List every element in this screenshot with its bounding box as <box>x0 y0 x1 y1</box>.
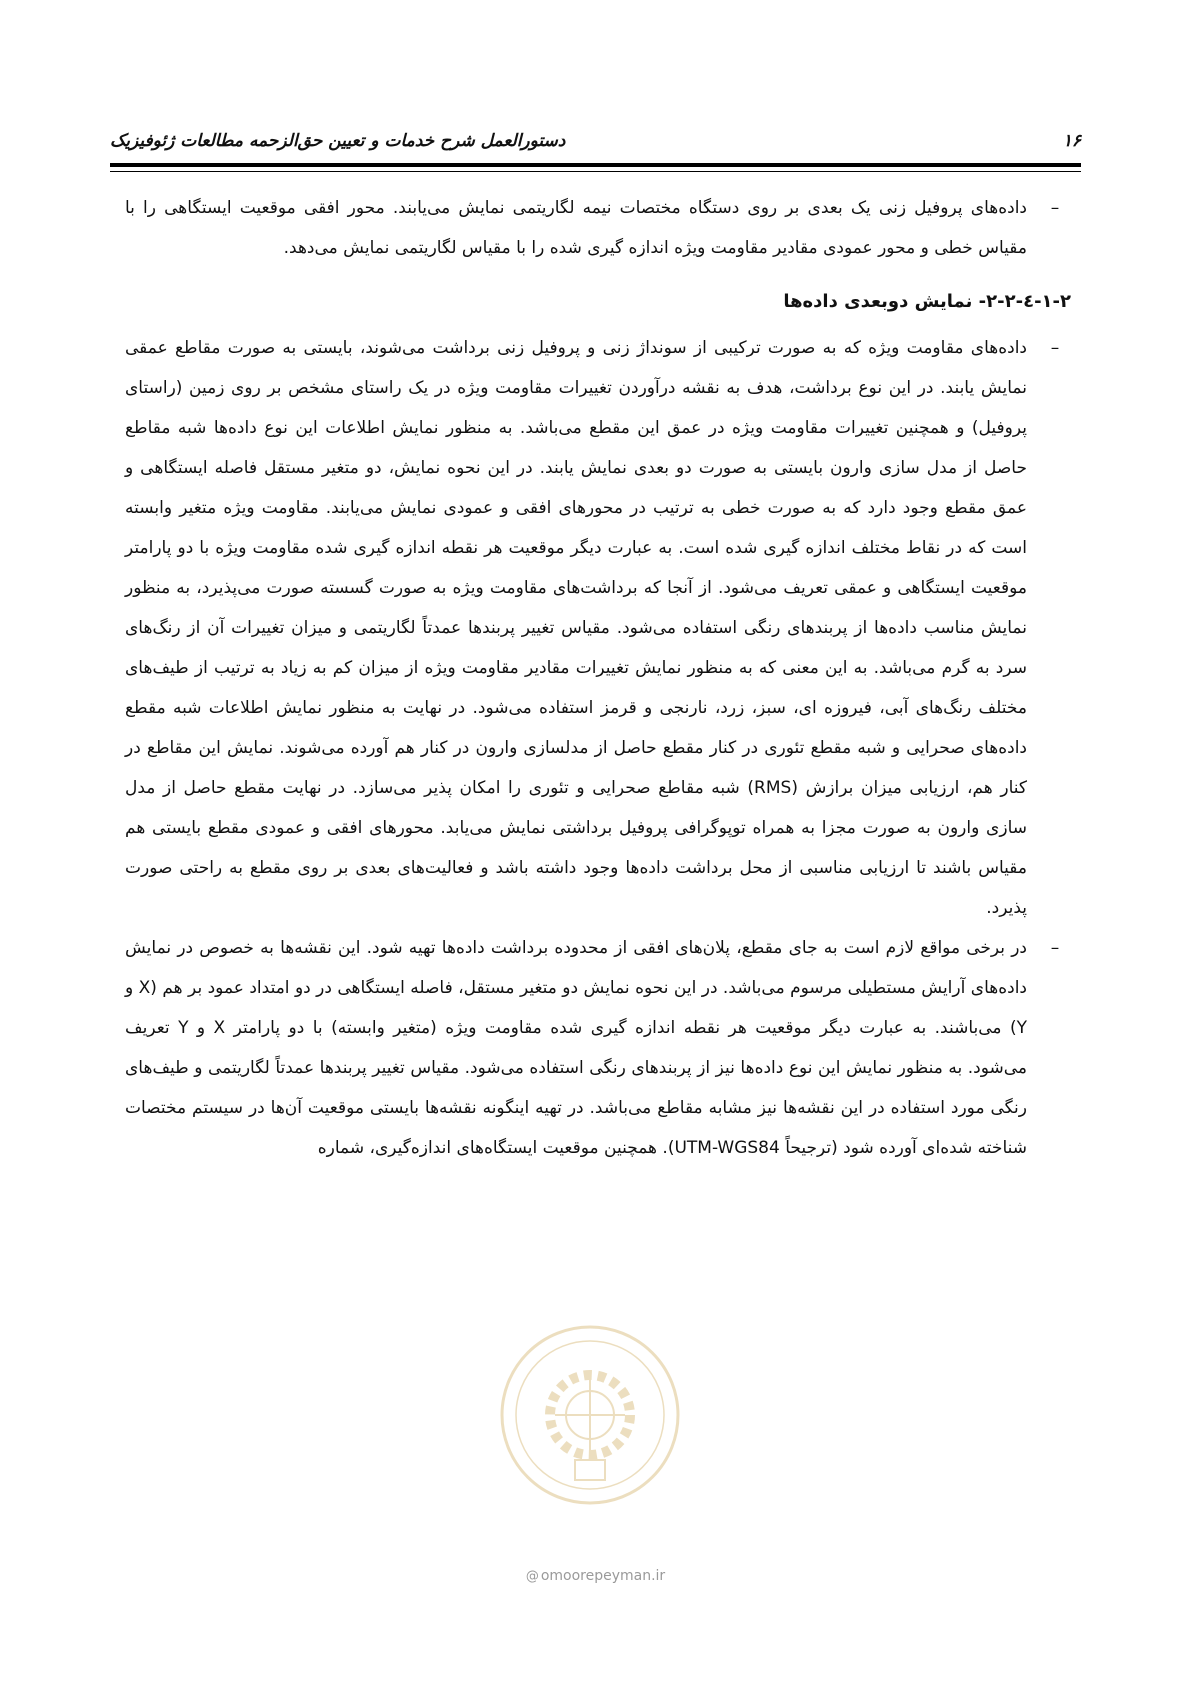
bullet-paragraph-1 <box>125 188 1071 268</box>
bullet-paragraph-3 <box>125 928 1071 1168</box>
bullet-marker: – <box>1050 938 1060 958</box>
header-rule-thin <box>110 171 1081 172</box>
header-rule-thick <box>110 163 1081 167</box>
at-icon: @ <box>525 1569 539 1584</box>
running-title: دستورالعمل شرح خدمات و تعیین حق‌الزحمه مطالعات ژئوفیزیک <box>110 131 566 151</box>
bullet-text-2: داده‌های مقاومت ویژه که به صورت ترکیبی از سونداژ زنی و پروفیل زنی برداشت می‌شوند، بایستی به صورت مقاطع عمقی نمایش یابند. در این نوع برداشت، هدف به نقشه درآوردن تغییرات مقاومت ویژه در یک راستای مشخص بر روی زمین (راستای پروفیل) و همچنین تغییرات مقاومت ویژه در عمق این مقطع می‌باشد. به منظور نمایش اطلاعات این نوع داده‌ها شبه مقاطع حاصل از مدل سازی وارون بایستی به صورت دو بعدی نمایش یابند. در این نحوه نمایش، دو متغیر مستقل فاصله ایستگاهی و عمق مقطع وجود دارد که به صورت خطی به ترتیب در محورهای افقی و عمودی نمایش می‌یابند. مقاومت ویژه متغیر وابسته است که در نقاط مختلف اندازه گیری شده است. به عبارت دیگر موقعیت هر نقطه اندازه گیری شده مقاومت ویژه با دو پارامتر موقعیت ایستگاهی و عمقی تعریف می‌شود. از آنجا که برداشت‌های مقاومت ویژه به صورت گسسته صورت می‌پذیرد، به منظور نمایش مناسب داده‌ها از پربندهای رنگی استفاده می‌شود. مقیاس تغییر پربندها عمدتاً لگاریتمی و میزان تغییرات آن از رنگ‌های سرد به گرم می‌باشد. به این معنی که به منظور نمایش تغییرات مقادیر مقاومت ویژه از میزان کم به زیاد به ترتیب از طیف‌های مختلف رنگ‌های آبی، فیروزه ای، سبز، زرد، نارنجی و قرمز استفاده می‌شود. در نهایت به منظور نمایش اطلاعات شبه مقطع داده‌های صحرایی و شبه مقطع تئوری در کنار مقطع حاصل از مدلسازی وارون در کنار هم آورده می‌شوند. نمایش این مقاطع در کنار هم، ارزیابی میزان برازش (RMS) شبه مقاطع صحرایی و تئوری را امکان پذیر می‌سازد. در نهایت مقطع حاصل از مدل سازی وارون به صورت مجزا به همراه توپوگرافی پروفیل برداشتی نمایش می‌یابد. محورهای افقی و عمودی مقطع بایستی هم مقیاس باشند تا ارزیابی مناسبی از محل برداشت داده‌ها وجود داشته باشد و فعالیت‌های بعدی بر روی مقطع به راحتی صورت پذیرد. <box>125 338 1027 918</box>
bullet-text-1: داده‌های پروفیل زنی یک بعدی بر روی دستگاه مختصات نیمه لگاریتمی نمایش می‌یابند. محور افقی موقعیت ایستگاهی را با مقیاس خطی و محور عمودی مقادیر مقاومت ویژه اندازه گیری شده را با مقیاس لگاریتمی نمایش می‌دهد. <box>125 198 1027 258</box>
watermark-logo <box>495 1320 685 1510</box>
footer <box>0 1568 1191 1584</box>
bullet-marker: – <box>1050 198 1060 218</box>
bullet-text-3: در برخی مواقع لازم است به جای مقطع، پلان‌های افقی از محدوده برداشت داده‌ها تهیه شود. این نقشه‌ها به خصوص در نمایش داده‌های آرایش مستطیلی مرسوم می‌باشد. در این نحوه نمایش دو متغیر مستقل، فاصله ایستگاهی در دو امتداد عمود بر هم (X و Y) می‌باشند. به عبارت دیگر موقعیت هر نقطه اندازه گیری شده مقاومت ویژه (متغیر وابسته) با دو پارامتر X و Y تعریف می‌شود. به منظور نمایش این نوع داده‌ها نیز از پربندهای رنگی استفاده می‌شود. مقیاس تغییر پربندها عمدتاً لگاریتمی و طیف‌های رنگی مورد استفاده در این نقشه‌ها نیز مشابه مقاطع می‌باشد. در تهیه اینگونه نقشه‌ها بایستی موقعیت آن‌ها در سیستم مختصات شناخته شده‌ای آورده شود (ترجیحاً UTM-WGS84). همچنین موقعیت ایستگاه‌های اندازه‌گیری، شماره <box>125 938 1027 1158</box>
page-header <box>110 126 1081 156</box>
bullet-marker: – <box>1050 338 1060 358</box>
page-content <box>125 188 1071 1168</box>
page-number: ۱۶ <box>1062 131 1081 151</box>
section-heading: ۱-۲-٤-۲-۲- نمایش دوبعدی داده‌ها <box>783 291 1071 312</box>
footer-website[interactable]: omoorepeyman.ir <box>540 1568 666 1584</box>
bullet-paragraph-2 <box>125 328 1071 928</box>
